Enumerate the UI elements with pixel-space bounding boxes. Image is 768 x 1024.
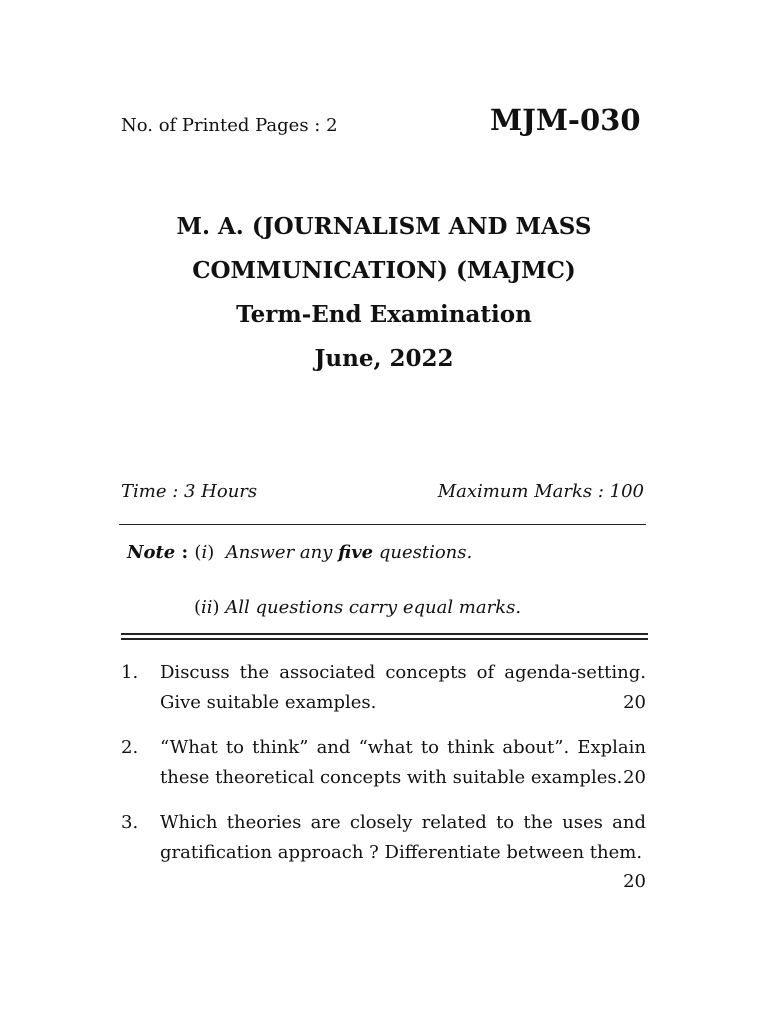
- question-text: Discuss the associated concepts of agenda-setting. Give suitable examples.: [160, 662, 646, 713]
- question-marks: 20: [623, 691, 646, 713]
- question-list: [121, 658, 646, 913]
- note-colon: :: [175, 542, 195, 563]
- exam-meta: [121, 481, 644, 502]
- question-item: [121, 658, 646, 717]
- note-i-roman: i: [201, 542, 208, 563]
- question-text: Which theories are closely related to the uses and gratification approach ? Differentiate between them.: [160, 812, 646, 863]
- note-line-2: [194, 597, 521, 618]
- question-text: “What to think” and “what to think about”. Explain these theoretical concepts with suitable examples.: [160, 737, 646, 788]
- question-marks: 20: [623, 766, 646, 788]
- title-line-1: M. A. (JOURNALISM AND MASS: [176, 213, 592, 240]
- paper-code: MJM-030: [490, 103, 641, 137]
- question-item: [121, 808, 646, 897]
- time-limit: Time : 3 Hours: [121, 481, 258, 502]
- note-ii-text: All questions carry equal marks.: [219, 597, 522, 618]
- printed-pages: No. of Printed Pages : 2: [121, 115, 338, 136]
- note-i-bold: five: [338, 542, 374, 563]
- note-line-1: [127, 542, 472, 563]
- double-divider-line: [121, 633, 648, 640]
- question-item: [121, 733, 646, 792]
- question-body: [160, 658, 646, 717]
- note-i-post: questions.: [373, 542, 473, 563]
- divider-line: [119, 524, 646, 525]
- note-i-pre: Answer any: [214, 542, 339, 563]
- exam-title: [0, 205, 768, 381]
- maximum-marks: Maximum Marks : 100: [437, 481, 644, 502]
- title-line-3: Term-End Examination: [236, 301, 532, 328]
- question-body: [160, 733, 646, 792]
- note-i-number: (i): [194, 542, 215, 563]
- question-body: [160, 808, 646, 897]
- note-ii-number: (ii): [194, 597, 220, 618]
- question-number: 3.: [121, 812, 139, 833]
- question-number: 1.: [121, 662, 139, 683]
- note-label: Note: [127, 542, 176, 563]
- note-ii-roman: ii: [201, 597, 213, 618]
- title-line-2: COMMUNICATION) (MAJMC): [192, 257, 576, 284]
- question-marks: 20: [623, 871, 646, 892]
- question-number: 2.: [121, 737, 139, 758]
- title-line-4: June, 2022: [314, 345, 454, 372]
